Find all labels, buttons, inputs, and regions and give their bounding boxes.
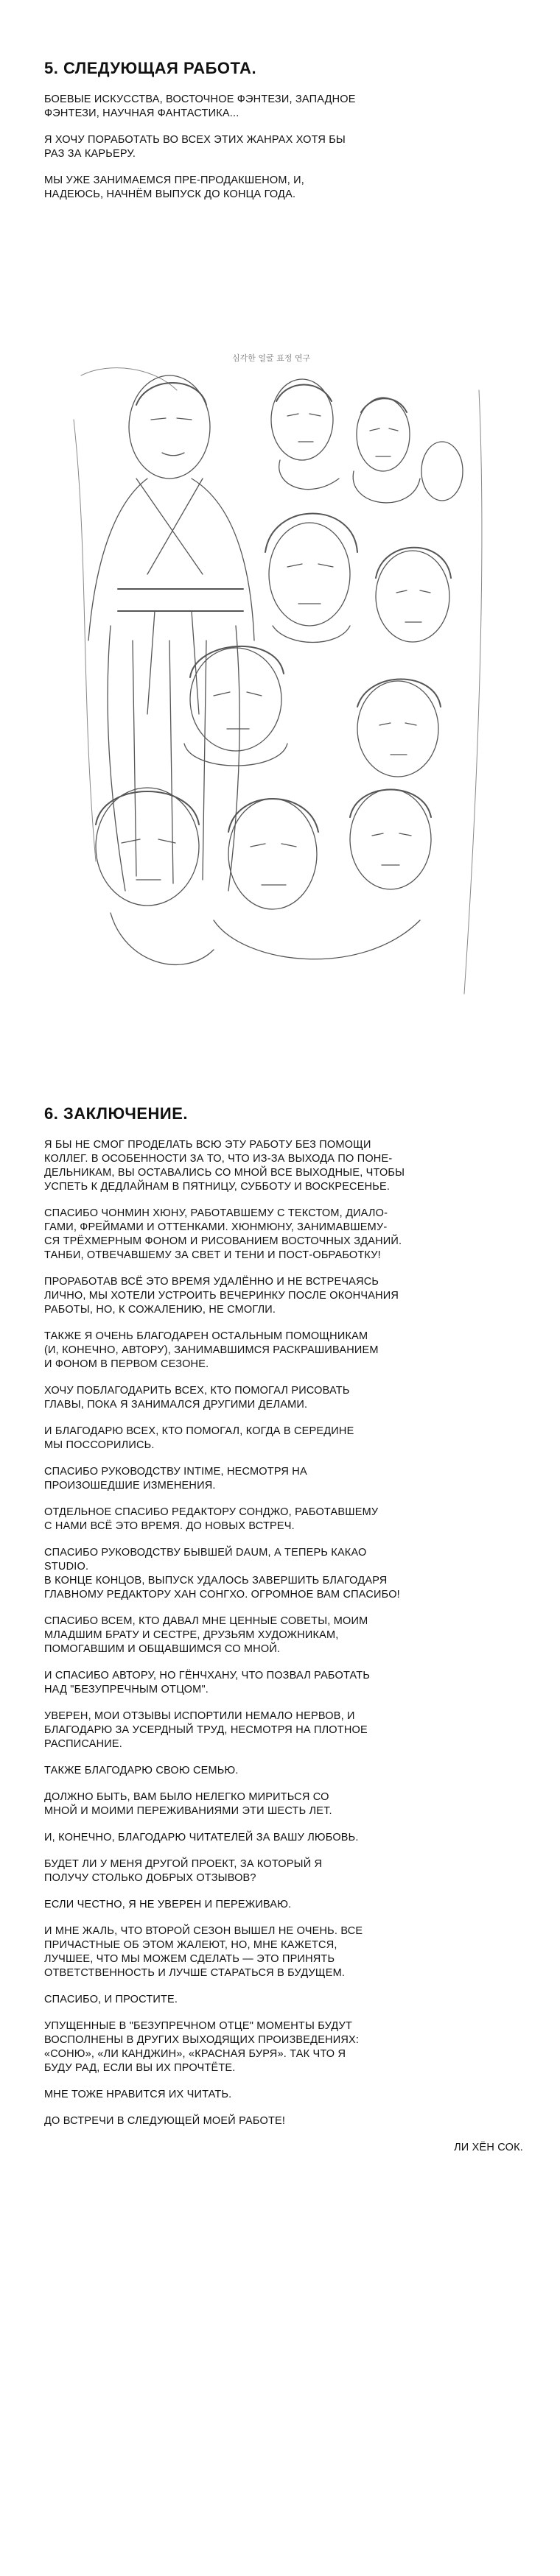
section-next-work — [44, 59, 523, 214]
section-5-paragraph: БОЕВЫЕ ИСКУССТВА, ВОСТОЧНОЕ ФЭНТЕЗИ, ЗАПАДНОЕ ФЭНТЕЗИ, НАУЧНАЯ ФАНТАСТИКА... — [44, 93, 356, 119]
section-6-paragraph: ДО ВСТРЕЧИ В СЛЕДУЮЩЕЙ МОЕЙ РАБОТЕ! — [44, 2115, 286, 2127]
section-6-paragraph: ДОЛЖНО БЫТЬ, ВАМ БЫЛО НЕЛЕГКО МИРИТЬСЯ СО МНОЙ И МОИМИ ПЕРЕЖИВАНИЯМИ ЭТИ ШЕСТЬ ЛЕТ. — [44, 1791, 332, 1817]
section-6-paragraph: СПАСИБО ВСЕМ, КТО ДАВАЛ МНЕ ЦЕННЫЕ СОВЕТЫ, МОИМ МЛАДШИМ БРАТУ И СЕСТРЕ, ДРУЗЬЯМ ХУДОЖНИКАМ, ПОМОГАВШИМ И ОБЩАВШИМСЯ СО МНОЙ. — [44, 1615, 368, 1655]
section-6-paragraph: И СПАСИБО АВТОРУ, НО ГЁНЧХАНУ, ЧТО ПОЗВАЛ РАБОТАТЬ НАД "БЕЗУПРЕЧНЫМ ОТЦОМ". — [44, 1670, 371, 1695]
section-6-paragraph: СПАСИБО РУКОВОДСТВУ БЫВШЕЙ DAUM, А ТЕПЕРЬ КАКАО STUDIO. В КОНЦЕ КОНЦОВ, ВЫПУСК УДАЛОСЬ ЗАВЕРШИТЬ БЛАГОДАРЯ ГЛАВНОМУ РЕДАКТОРУ ХАН СОНГХО. ОГРОМНОЕ ВАМ СПАСИБО! — [44, 1547, 400, 1601]
section-6-paragraph: ОТДЕЛЬНОЕ СПАСИБО РЕДАКТОРУ СОНДЖО, РАБОТАВШЕМУ С НАМИ ВСЁ ЭТО ВРЕМЯ. ДО НОВЫХ ВСТРЕЧ. — [44, 1506, 379, 1532]
section-6-paragraph: ЕСЛИ ЧЕСТНО, Я НЕ УВЕРЕН И ПЕРЕЖИВАЮ. — [44, 1899, 292, 1910]
section-5-heading: 5. СЛЕДУЮЩАЯ РАБОТА. — [44, 59, 257, 77]
section-6-paragraph: МНЕ ТОЖЕ НРАВИТСЯ ИХ ЧИТАТЬ. — [44, 2089, 232, 2100]
section-6-paragraph: ТАКЖЕ Я ОЧЕНЬ БЛАГОДАРЕН ОСТАЛЬНЫМ ПОМОЩНИКАМ (И, КОНЕЧНО, АВТОРУ), ЗАНИМАВШИМСЯ РАСКРАШИВАНИЕМ И ФОНОМ В ПЕРВОМ СЕЗОНЕ. — [44, 1330, 379, 1370]
sketch-note: 심각한 얼굴 표정 연구 — [232, 353, 311, 363]
section-6-paragraph: Я БЫ НЕ СМОГ ПРОДЕЛАТЬ ВСЮ ЭТУ РАБОТУ БЕЗ ПОМОЩИ КОЛЛЕГ. В ОСОБЕННОСТИ ЗА ТО, ЧТО ИЗ-ЗА ВЫХОДА ПО ПОНЕ- ДЕЛЬНИКАМ, ВЫ ОСТАВАЛИСЬ СО МНОЙ ВСЕ ВЫХОДНЫЕ, ЧТОБЫ УСПЕТЬ К ДЕДЛАЙНАМ В ПЯТНИЦУ, СУББОТУ И ВОСКРЕСЕНЬЕ. — [44, 1139, 405, 1193]
author-signature: ЛИ ХЁН СОК. — [454, 2142, 523, 2153]
section-5-paragraph: МЫ УЖЕ ЗАНИМАЕМСЯ ПРЕ-ПРОДАКШЕНОМ, И, НАДЕЮСЬ, НАЧНЁМ ВЫПУСК ДО КОНЦА ГОДА. — [44, 174, 304, 200]
section-6-paragraph: И МНЕ ЖАЛЬ, ЧТО ВТОРОЙ СЕЗОН ВЫШЕЛ НЕ ОЧЕНЬ. ВСЕ ПРИЧАСТНЫЕ ОБ ЭТОМ ЖАЛЕЮТ, НО, МНЕ КАЖЕТСЯ, ЛУЧШЕЕ, ЧТО МЫ МОЖЕМ СДЕЛАТЬ — ЭТО ПРИНЯТЬ ОТВЕТСТВЕННОСТЬ И ЛУЧШЕ СТАРАТЬСЯ В БУДУЩЕМ. — [44, 1925, 363, 1979]
section-5-paragraph: Я ХОЧУ ПОРАБОТАТЬ ВО ВСЕХ ЭТИХ ЖАНРАХ ХОТЯ БЫ РАЗ ЗА КАРЬЕРУ. — [44, 134, 346, 160]
section-6-paragraph: СПАСИБО РУКОВОДСТВУ INTIME, НЕСМОТРЯ НА ПРОИЗОШЕДШИЕ ИЗМЕНЕНИЯ. — [44, 1466, 307, 1492]
section-6-paragraph: ПРОРАБОТАВ ВСЁ ЭТО ВРЕМЯ УДАЛЁННО И НЕ ВСТРЕЧАЯСЬ ЛИЧНО, МЫ ХОТЕЛИ УСТРОИТЬ ВЕЧЕРИНКУ ПОСЛЕ ОКОНЧАНИЯ РАБОТЫ, НО, К СОЖАЛЕНИЮ, НЕ СМОГЛИ. — [44, 1276, 399, 1316]
section-6-paragraph: ТАКЖЕ БЛАГОДАРЮ СВОЮ СЕМЬЮ. — [44, 1765, 239, 1776]
section-6-heading: 6. ЗАКЛЮЧЕНИЕ. — [44, 1104, 189, 1123]
section-conclusion — [44, 1104, 523, 2167]
section-6-paragraph: БУДЕТ ЛИ У МЕНЯ ДРУГОЙ ПРОЕКТ, ЗА КОТОРЫЙ Я ПОЛУЧУ СТОЛЬКО ДОБРЫХ ОТЗЫВОВ? — [44, 1858, 323, 1884]
section-6-paragraph: И, КОНЕЧНО, БЛАГОДАРЮ ЧИТАТЕЛЕЙ ЗА ВАШУ ЛЮБОВЬ. — [44, 1832, 359, 1843]
section-6-paragraph: ХОЧУ ПОБЛАГОДАРИТЬ ВСЕХ, КТО ПОМОГАЛ РИСОВАТЬ ГЛАВЫ, ПОКА Я ЗАНИМАЛСЯ ДРУГИМИ ДЕЛАМИ. — [44, 1385, 350, 1411]
section-6-paragraph: СПАСИБО, И ПРОСТИТЕ. — [44, 1994, 178, 2005]
section-6-paragraph: СПАСИБО ЧОНМИН ХЮНУ, РАБОТАВШЕМУ С ТЕКСТОМ, ДИАЛО- ГАМИ, ФРЕЙМАМИ И ОТТЕНКАМИ. ХЮНМЮНУ, ЗАНИМАВШЕМУ- СЯ ТРЁХМЕРНЫМ ФОНОМ И РИСОВАНИЕМ ВОСТОЧНЫХ ЗДАНИЙ. ТАНБИ, ОТВЕЧАВШЕМУ ЗА СВЕТ И ТЕНИ И ПОСТ-ОБРАБОТКУ! — [44, 1207, 402, 1261]
section-6-paragraph: УВЕРЕН, МОИ ОТЗЫВЫ ИСПОРТИЛИ НЕМАЛО НЕРВОВ, И БЛАГОДАРЮ ЗА УСЕРДНЫЙ ТРУД, НЕСМОТРЯ НА ПЛОТНОЕ РАСПИСАНИЕ. — [44, 1710, 368, 1750]
section-6-paragraph: И БЛАГОДАРЮ ВСЕХ, КТО ПОМОГАЛ, КОГДА В СЕРЕДИНЕ МЫ ПОССОРИЛИСЬ. — [44, 1425, 354, 1451]
character-sketch-illustration — [66, 331, 494, 1038]
section-6-paragraph: УПУЩЕННЫЕ В "БЕЗУПРЕЧНОМ ОТЦЕ" МОМЕНТЫ БУДУТ ВОСПОЛНЕНЫ В ДРУГИХ ВЫХОДЯЩИХ ПРОИЗВЕДЕНИЯХ: «СОНЮ», «ЛИ КАНДЖИН», «КРАСНАЯ БУРЯ». ТАК ЧТО Я БУДУ РАД, ЕСЛИ ВЫ ИХ ПРОЧТЁТЕ. — [44, 2020, 360, 2074]
